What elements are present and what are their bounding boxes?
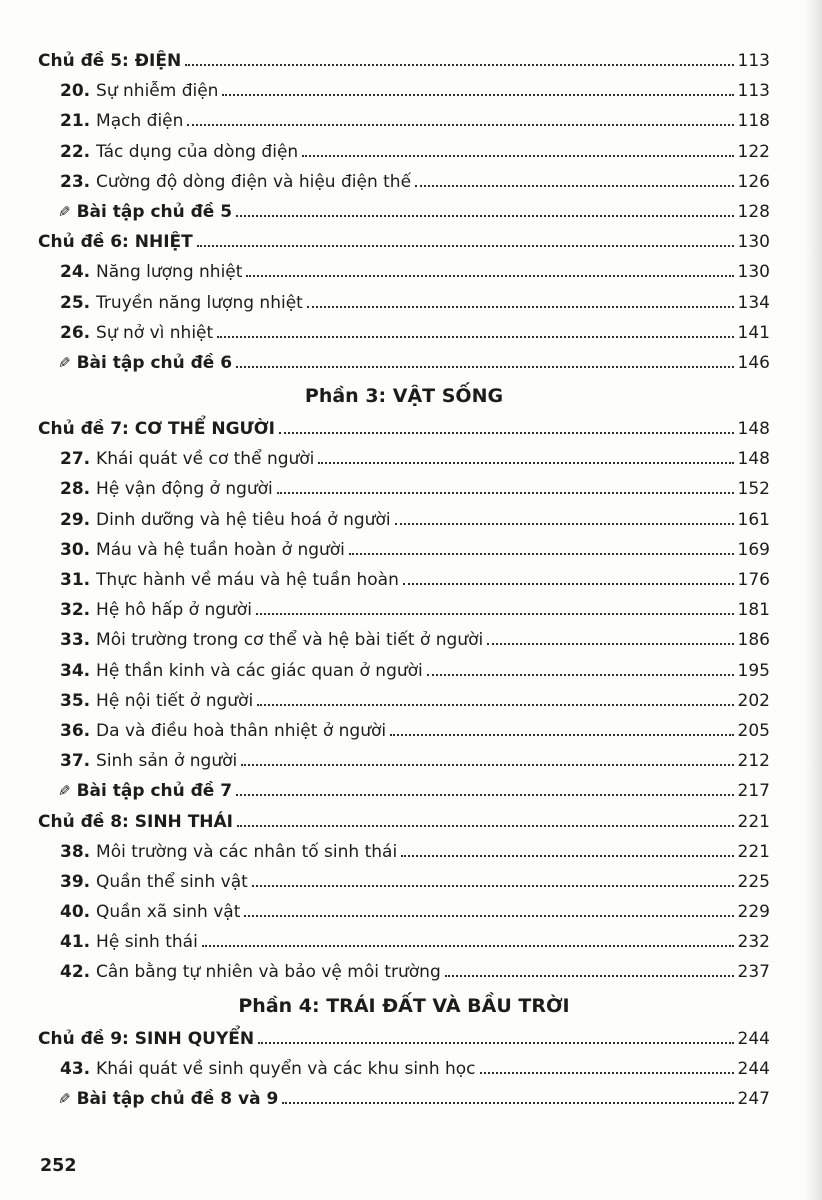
dot-leader [236,792,733,796]
entry-page-number: 148 [737,419,770,440]
entry-number: 36. [60,720,97,741]
entry-title: Bài tập chủ đề 8 và 9 [76,1089,279,1109]
toc-entry-section [38,288,770,318]
entry-number: 29. [60,509,97,530]
entry-label [58,197,232,227]
entry-title: Sự nhiễm điện [96,81,219,102]
entry-page-number: 181 [737,600,770,621]
entry-title: Quần thể sinh vật [96,871,248,892]
entry-label [60,76,218,106]
entry-label [60,1054,476,1084]
dot-leader [390,732,733,736]
entry-page-number: 195 [737,660,770,681]
toc-entry-chapter [38,414,770,444]
toc-entry-section [38,106,770,136]
entry-page-number: 212 [737,751,770,772]
entry-page-number: 148 [737,449,770,470]
dot-leader [395,521,734,525]
entry-number: 37. [60,751,97,772]
entry-page-number: 176 [737,570,770,590]
entry-label [60,927,198,957]
toc-entry-section [38,505,770,535]
dot-leader [403,581,734,585]
entry-label [60,106,183,136]
entry-label [60,716,386,746]
entry-title: Chủ đề 5: ĐIỆN [38,51,182,71]
entry-page-number: 161 [737,509,770,530]
entry-title: Khái quát về cơ thể người [96,449,315,470]
entry-title: Khái quát về sinh quyển và các khu sinh học [96,1058,476,1079]
dot-leader [415,183,734,187]
toc-entry-section [38,257,770,287]
entry-label [60,565,399,595]
dot-leader [185,62,733,66]
entry-label [60,595,252,625]
entry-label [60,318,213,348]
toc-entry-chapter [38,46,770,76]
entry-label [60,167,411,197]
dot-leader [236,364,733,368]
entry-label [60,444,314,474]
toc-entry-section [38,656,770,686]
entry-number: 21. [60,111,97,132]
pen-icon: ✎ [58,353,71,372]
dot-leader [244,913,733,917]
entry-label [60,686,253,716]
dot-leader [202,943,734,947]
entry-label [60,837,397,867]
entry-page-number: 205 [737,720,770,741]
dot-leader [445,973,734,977]
entry-page-number: 141 [737,322,770,343]
dot-leader [282,1100,733,1104]
toc-entry-chapter [38,227,770,257]
toc-entry-section [38,76,770,106]
toc-entry-exercise [38,348,770,378]
toc-entry-part [38,378,770,414]
entry-page-number: 217 [737,781,770,802]
entry-label [38,414,275,444]
entry-title: Thực hành về máu và hệ tuần hoàn [96,570,399,590]
entry-label [60,535,345,565]
entry-page-number: 169 [737,539,770,560]
entry-number: 33. [60,630,97,651]
dot-leader [236,213,733,217]
entry-number: 25. [60,292,97,313]
entry-page-number: 244 [737,1058,770,1079]
entry-label [60,257,242,287]
table-of-contents [38,46,770,1114]
toc-entry-section [38,686,770,716]
entry-page-number: 229 [737,902,770,923]
entry-number: 23. [60,171,97,192]
toc-entry-section [38,897,770,927]
entry-label [60,957,441,987]
entry-number: 24. [60,262,97,283]
toc-entry-section [38,535,770,565]
entry-label [60,897,240,927]
entry-title: Quần xã sinh vật [96,902,241,923]
entry-page-number: 152 [737,479,770,500]
entry-page-number: 247 [737,1089,770,1109]
entry-title: Bài tập chủ đề 6 [76,352,233,373]
entry-number: 22. [60,141,97,162]
toc-entry-exercise [38,1084,770,1114]
entry-page-number: 128 [737,201,770,222]
dot-leader [307,304,734,308]
entry-title: Năng lượng nhiệt [96,262,243,283]
entry-title: Chủ đề 7: CƠ THỂ NGƯỜI [38,419,275,440]
entry-page-number: 130 [737,232,770,253]
toc-entry-section [38,444,770,474]
entry-page-number: 118 [737,111,770,132]
entry-number: 20. [60,81,97,102]
toc-entry-section [38,318,770,348]
dot-leader [197,243,734,247]
toc-entry-part [38,988,770,1024]
entry-label [58,1084,278,1114]
entry-label [60,137,298,167]
toc-entry-section [38,746,770,776]
entry-label [38,227,193,257]
entry-title: Sinh sản ở người [96,751,238,772]
entry-number: 32. [60,600,97,621]
toc-entry-exercise [38,776,770,806]
entry-title: Da và điều hoà thân nhiệt ở người [96,720,387,741]
entry-title: Máu và hệ tuần hoàn ở người [96,539,345,560]
dot-leader [401,853,733,857]
entry-title: Môi trường trong cơ thể và hệ bài tiết ở người [96,630,484,651]
toc-entry-section [38,927,770,957]
entry-page-number: 113 [737,81,770,102]
pen-icon: ✎ [58,782,71,801]
entry-number: 28. [60,479,97,500]
entry-title: Hệ hô hấp ở người [96,600,252,621]
entry-title: Cân bằng tự nhiên và bảo vệ môi trường [96,962,441,983]
toc-entry-chapter [38,1024,770,1054]
part-heading: Phần 3: VẬT SỐNG [304,385,504,408]
entry-title: Bài tập chủ đề 7 [76,781,233,802]
dot-leader [241,762,733,766]
toc-entry-section [38,837,770,867]
entry-page-number: 202 [737,690,770,711]
entry-title: Dinh dưỡng và hệ tiêu hoá ở người [96,509,391,530]
entry-page-number: 146 [737,352,770,373]
entry-title: Chủ đề 6: NHIỆT [38,232,193,253]
entry-page-number: 244 [737,1028,770,1049]
entry-title: Mạch điện [96,111,184,132]
entry-label [38,46,181,76]
dot-leader [279,430,734,434]
entry-page-number: 134 [737,292,770,313]
entry-label [60,656,423,686]
dot-leader [257,702,733,706]
entry-title: Tác dụng của dòng điện [96,141,299,162]
toc-entry-section [38,565,770,595]
entry-label [60,867,248,897]
dot-leader [237,823,734,827]
entry-page-number: 237 [737,962,770,983]
entry-label [60,505,391,535]
dot-leader [318,460,733,464]
toc-entry-exercise [38,197,770,227]
toc-entry-section [38,167,770,197]
pen-icon: ✎ [58,1090,71,1108]
dot-leader [256,611,734,615]
entry-title: Hệ thần kinh và các giác quan ở người [96,660,423,681]
entry-page-number: 221 [737,811,770,832]
entry-title: Chủ đề 8: SINH THÁI [38,811,234,832]
dot-leader [487,641,733,645]
dot-leader [187,122,733,126]
entry-label [38,1024,254,1054]
entry-number: 40. [60,902,97,923]
entry-number: 38. [60,841,97,862]
toc-entry-section [38,625,770,655]
entry-page-number: 221 [737,841,770,862]
entry-number: 31. [60,570,97,590]
entry-title: Môi trường và các nhân tố sinh thái [96,841,398,862]
toc-entry-section [38,957,770,987]
entry-title: Hệ vận động ở người [96,479,273,500]
toc-entry-chapter [38,807,770,837]
toc-entry-section [38,1054,770,1084]
entry-number: 35. [60,690,97,711]
entry-number: 42. [60,962,97,983]
entry-label [60,288,303,318]
dot-leader [252,883,734,887]
entry-label [58,348,232,378]
dot-leader [246,273,733,277]
entry-page-number: 130 [737,262,770,283]
dot-leader [427,672,734,676]
entry-number: 30. [60,539,97,560]
entry-title: Bài tập chủ đề 5 [76,201,233,222]
dot-leader [277,490,734,494]
dot-leader [349,551,734,555]
entry-page-number: 113 [737,51,770,71]
dot-leader [258,1040,733,1044]
toc-entry-section [38,137,770,167]
entry-title: Sự nở vì nhiệt [96,322,214,343]
entry-page-number: 225 [737,871,770,892]
footer-page-number: 252 [40,1156,77,1176]
dot-leader [217,334,733,338]
entry-number: 34. [60,660,97,681]
entry-label [60,474,273,504]
toc-entry-section [38,867,770,897]
entry-number: 39. [60,871,97,892]
part-heading: Phần 4: TRÁI ĐẤT VÀ BẦU TRỜI [238,994,570,1017]
entry-title: Hệ sinh thái [96,932,198,953]
toc-entry-section [38,716,770,746]
entry-title: Chủ đề 9: SINH QUYỂN [38,1028,255,1049]
pen-icon: ✎ [58,202,71,221]
entry-label [38,807,233,837]
entry-title: Truyền năng lượng nhiệt [96,292,303,313]
entry-number: 43. [60,1058,97,1079]
entry-page-number: 126 [737,171,770,192]
entry-number: 41. [60,932,97,953]
dot-leader [480,1070,734,1074]
entry-page-number: 122 [737,141,770,162]
dot-leader [302,153,733,157]
toc-entry-section [38,474,770,504]
entry-label [60,625,483,655]
entry-label [60,746,237,776]
entry-page-number: 186 [737,630,770,651]
entry-title: Hệ nội tiết ở người [96,690,254,711]
entry-page-number: 232 [737,932,770,953]
entry-number: 27. [60,449,97,470]
dot-leader [222,92,733,96]
entry-title: Cường độ dòng điện và hiệu điện thế [96,171,412,192]
entry-number: 26. [60,322,97,343]
entry-label [58,776,232,806]
toc-entry-section [38,595,770,625]
